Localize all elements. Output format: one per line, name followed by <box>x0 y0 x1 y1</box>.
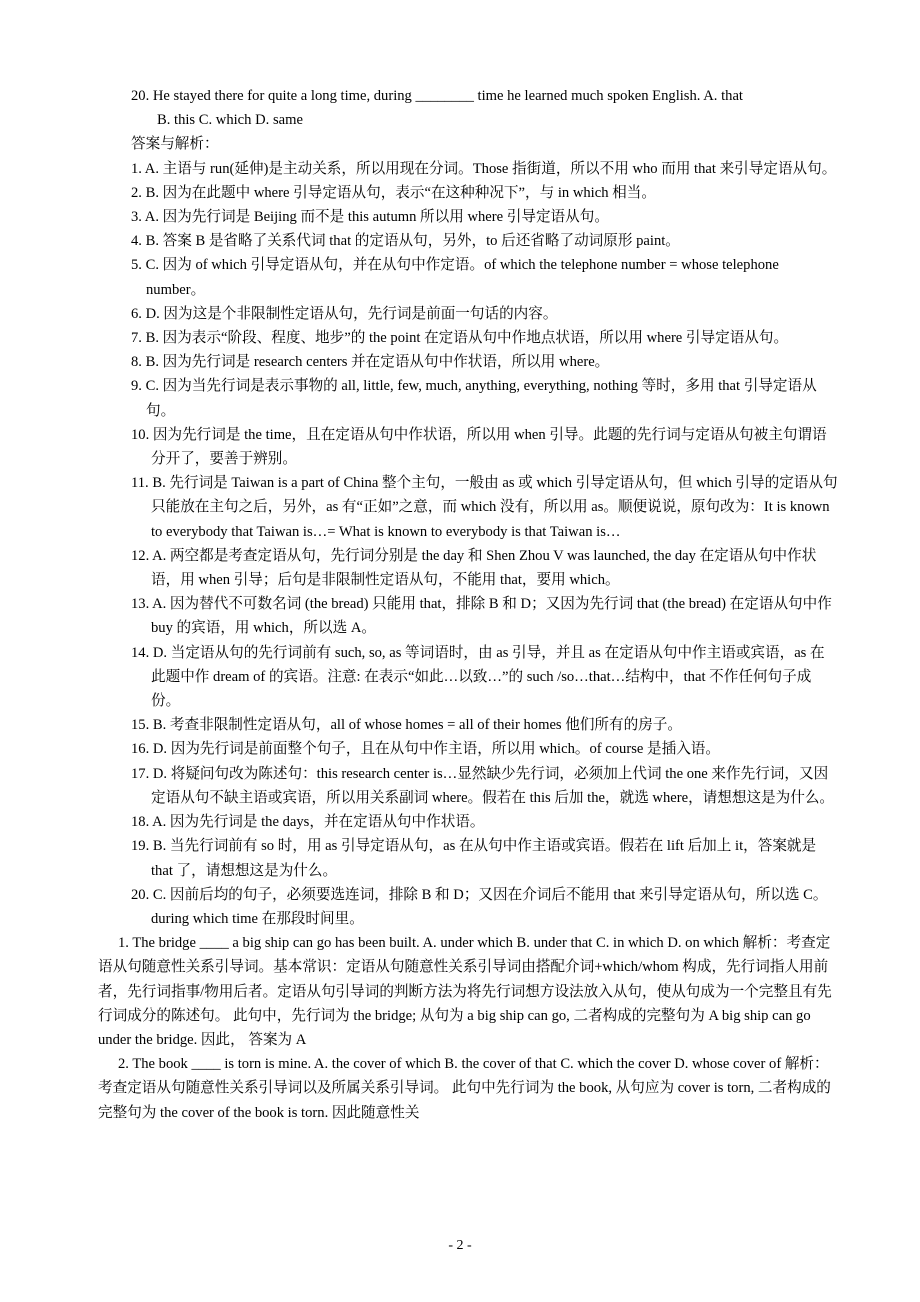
answer-item: 3. A. 因为先行词是 Beijing 而不是 this autumn 所以用 where 引导定语从句。 <box>131 209 609 226</box>
answer-item: 1. A. 主语与 run(延伸)是主动关系，所以用现在分词。Those 指街道，所以不用 who 而用 that 来引导定语从句。 <box>131 160 837 177</box>
answer-item: 15. B. 考查非限制性定语从句，all of whose homes = all of their homes 他们所有的房子。 <box>131 717 682 734</box>
page-content <box>98 84 838 1125</box>
question-20-options: B. this C. which D. same <box>157 112 303 129</box>
answer-item: 2. B. 因为在此题中 where 引导定语从句，表示“在这种种况下”，与 in which 相当。 <box>131 184 656 201</box>
answer-item: 6. D. 因为这是个非限制性定语从句，先行词是前面一句话的内容。 <box>131 305 558 322</box>
extra-question-1: 1. The bridge ____ a big ship can go has been built. A. under which B. under that C. in which D. on which 解析：考查定语从句随意性关系引导词。基本常识：定语从句随意性关系引导词由搭配介词+which/whom 构成，先行词指人用前者，先行词指事/物用后者。定语从句引导词的判断方法为将先行词想方设法放入从句，使从句成为一个完整且有先行词成分的陈述句。 此句中，先行词为 the bridge; 从句为 a big ship can go, 二者构成的完整句为 A big ship can go under the bridge. 因此， 答案为 A <box>98 935 832 1048</box>
answer-item: 13. A. 因为替代不可数名词 (the bread) 只能用 that，排除 B 和 D；又因为先行词 that (the bread) 在定语从句中作 buy 的宾语，用 which，所以选 A。 <box>131 596 832 637</box>
answer-item: 16. D. 因为先行词是前面整个句子，且在从句中作主语，所以用 which。of course 是插入语。 <box>131 741 720 758</box>
answer-item: 4. B. 答案 B 是省略了关系代词 that 的定语从句，另外，to 后还省略了动词原形 paint。 <box>131 233 680 250</box>
answer-item: 19. B. 当先行词前有 so 时，用 as 引导定语从句，as 在从句中作主语或宾语。假若在 lift 后加上 it，答案就是 that 了，请想想这是为什么。 <box>131 838 817 879</box>
answer-item: 17. D. 将疑问句改为陈述句：this research center is…显然缺少先行词，必须加上代词 the one 来作先行词，又因定语从句不缺主语或宾语，所以用关系副词 where。假若在 this 后加 the，就选 where，请想想这是为什么。 <box>131 765 835 806</box>
answer-item: 11. B. 先行词是 Taiwan is a part of China 整个主句，一般由 as 或 which 引导定语从句，但 which 引导的定语从句只能放在主句之后，另外，as 有“正如”之意，而 which 没有，所以用 as。顺便说说，原句改为：It is known to everybody that Taiwan is…= What is known to everybody is that Taiwan is… <box>131 475 838 540</box>
answer-item: 9. C. 因为当先行词是表示事物的 all, little, few, much, anything, everything, nothing 等时，多用 that 引导定语从句。 <box>131 378 817 419</box>
answer-item: 14. D. 当定语从句的先行词前有 such, so, as 等词语时，由 as 引导，并且 as 在定语从句中作主语或宾语，as 在此题中作 dream of 的宾语。注意: 在表示“如此…以致…”的 such /so…that…结构中，that 不作任何句子成份。 <box>131 644 825 710</box>
answer-item: 7. B. 因为表示“阶段、程度、地步”的 the point 在定语从句中作地点状语，所以用 where 引导定语从句。 <box>131 330 789 347</box>
answer-item: 20. C. 因前后均的句子，必须要选连词，排除 B 和 D；又因在介词后不能用 that 来引导定语从句，所以选 C。during which time 在那段时间里。 <box>131 886 828 927</box>
answer-header: 答案与解析： <box>131 136 219 153</box>
answer-list <box>98 157 838 932</box>
answer-item: 18. A. 因为先行词是 the days，并在定语从句中作状语。 <box>131 814 485 831</box>
page-number: - 2 - <box>448 1238 472 1253</box>
question-20-stem: 20. He stayed there for quite a long time, during ________ time he learned much spoken English. A. that <box>131 88 743 104</box>
answer-item: 5. C. 因为 of which 引导定语从句，并在从句中作定语。of which the telephone number = whose telephone number。 <box>131 257 779 298</box>
answer-item: 12. A. 两空都是考查定语从句，先行词分别是 the day 和 Shen Zhou V was launched, the day 在定语从句中作状语，用 when 引导；后句是非限制性定语从句，不能用 that，要用 which。 <box>131 547 817 589</box>
answer-item: 8. B. 因为先行词是 research centers 并在定语从句中作状语，所以用 where。 <box>131 354 610 371</box>
question-20 <box>98 84 838 132</box>
extra-question-2: 2. The book ____ is torn is mine. A. the cover of which B. the cover of that C. which the cover D. whose cover of 解析：考查定语从句随意性关系引导词以及所属关系引导词。 此句中先行词为 the book, 从句应为 cover is torn, 二者构成的完整句为 the cover of the book is torn. 因此随意性关 <box>98 1056 831 1121</box>
answer-item: 10. 因为先行词是 the time，且在定语从句中作状语，所以用 when 引导。此题的先行词与定语从句被主句谓语分开了，要善于辨别。 <box>131 426 827 468</box>
